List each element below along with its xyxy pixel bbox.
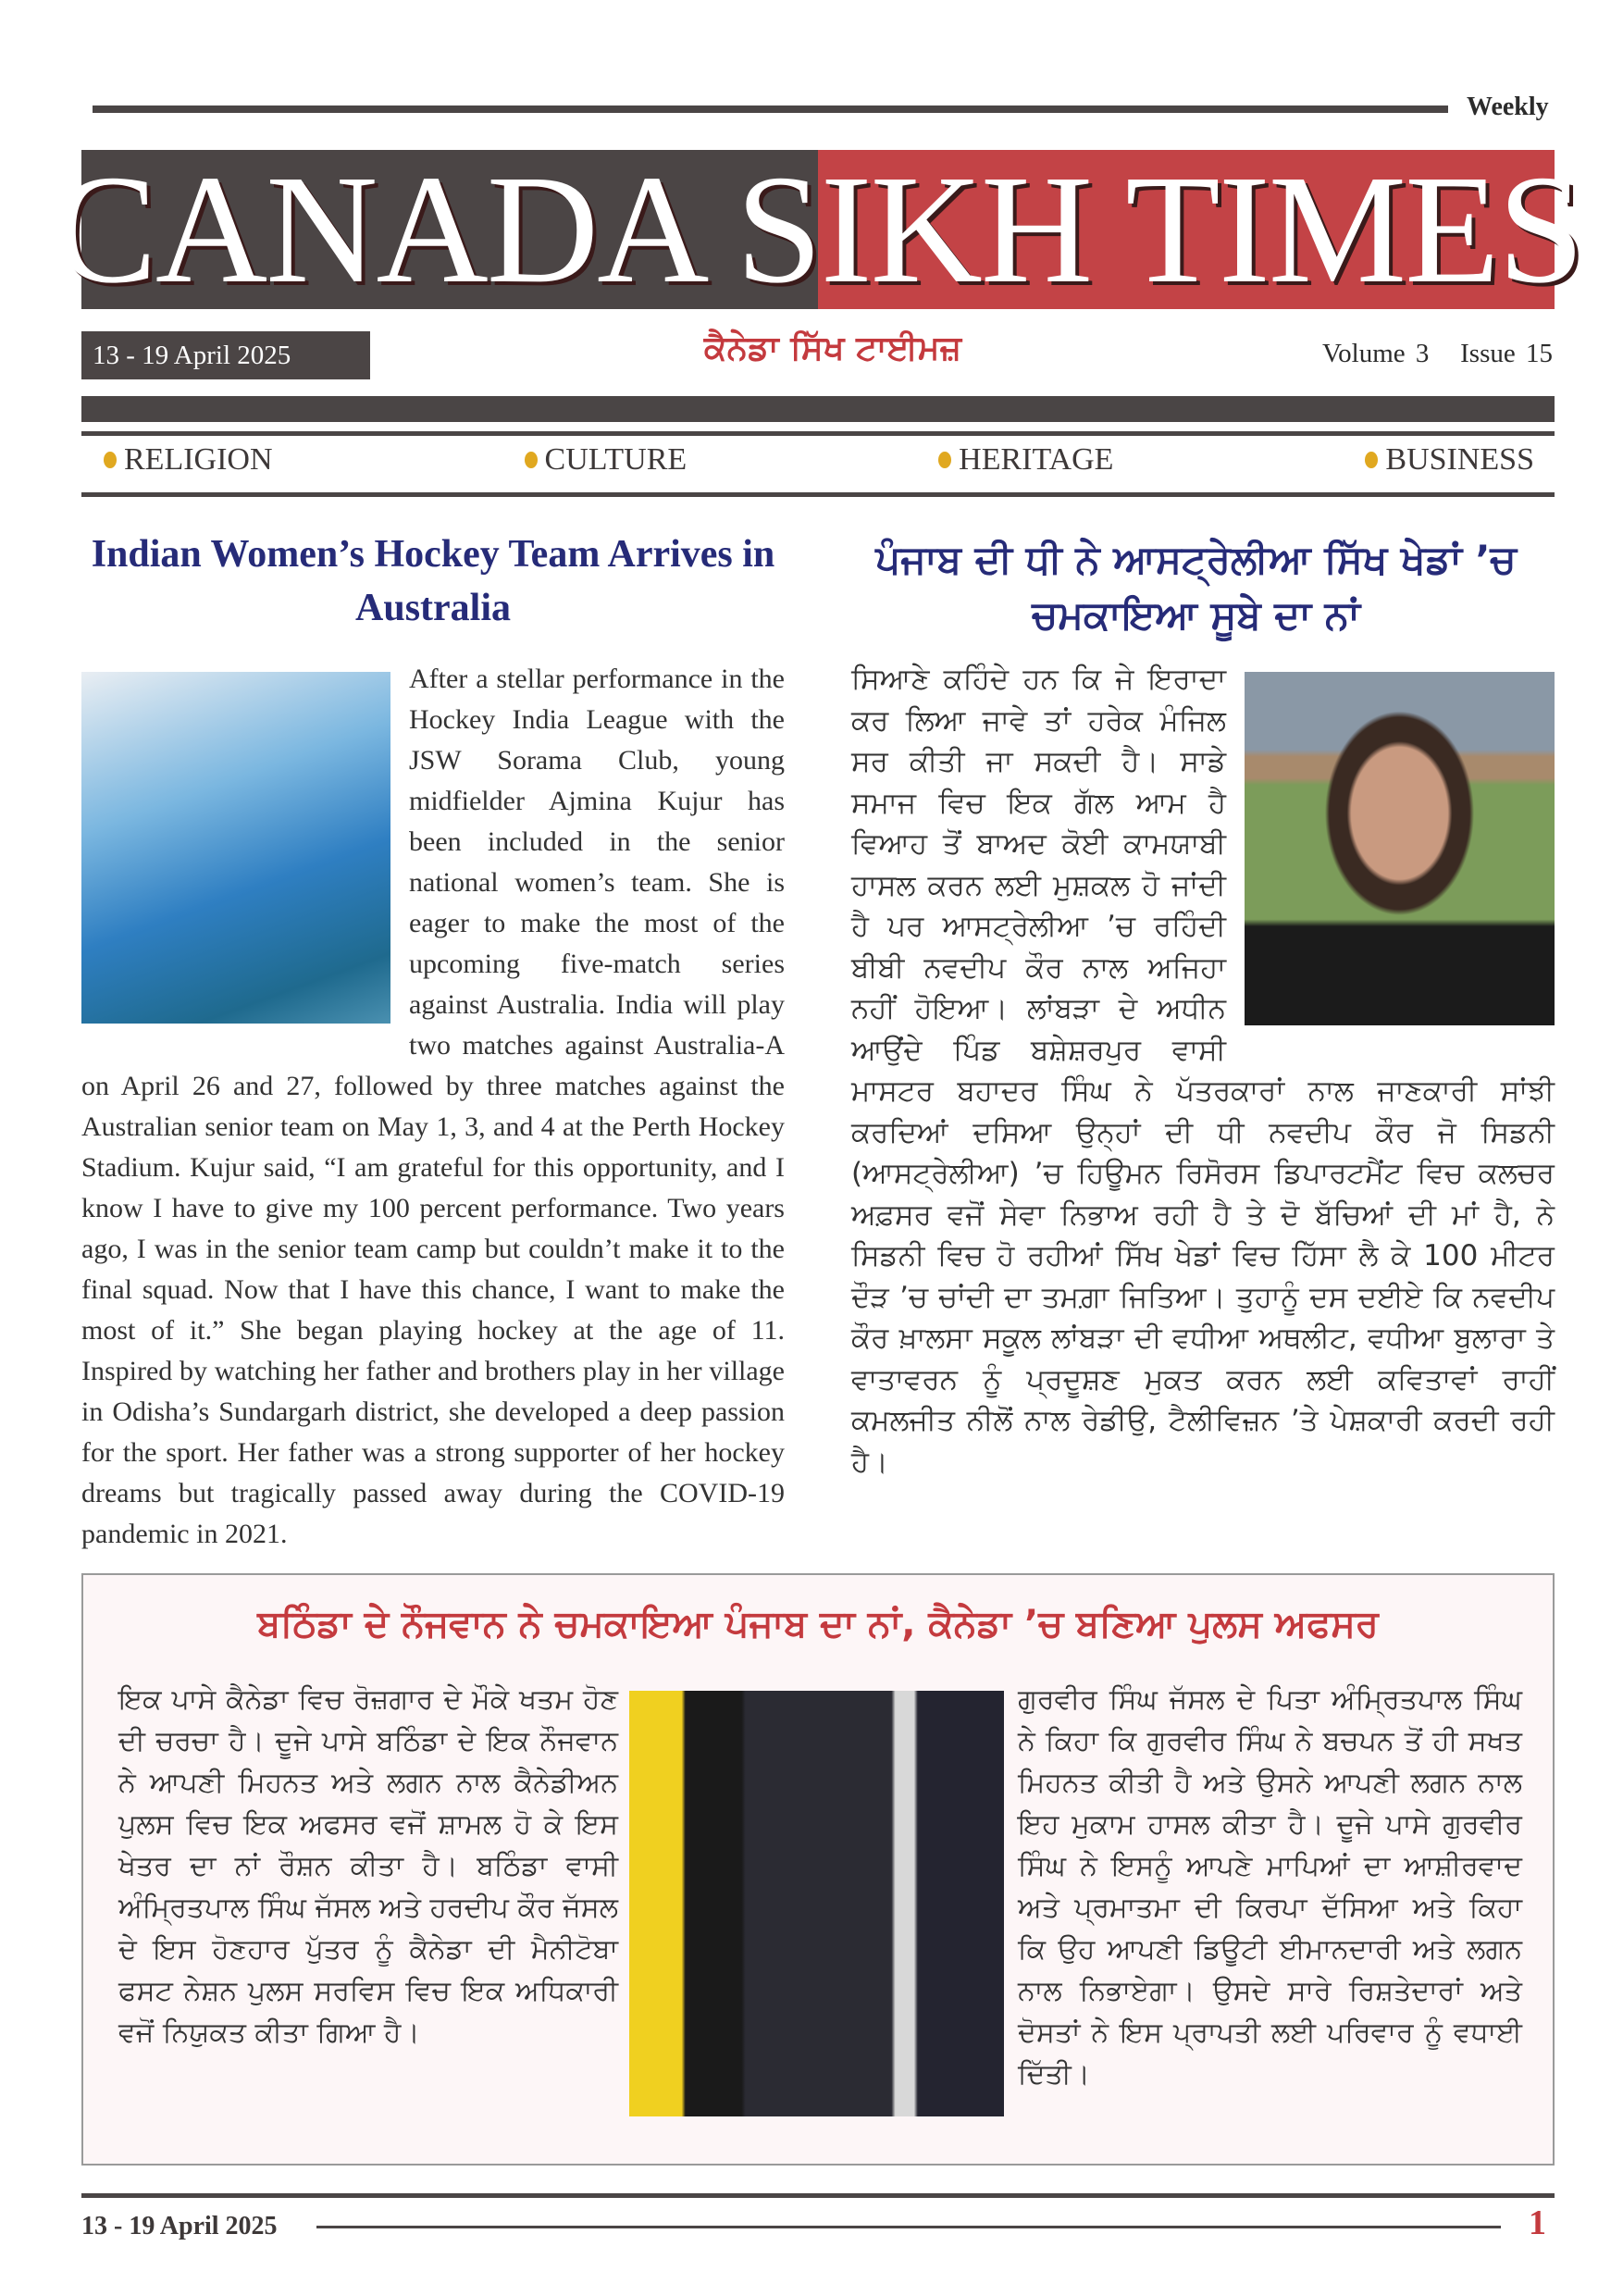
volume-issue bbox=[1322, 339, 1553, 369]
police-officer-photo bbox=[629, 1691, 1004, 2116]
nav-label: BUSINESS bbox=[1385, 442, 1534, 477]
article-body-right: ਗੁਰਵੀਰ ਸਿੰਘ ਜੱਸਲ ਦੇ ਪਿਤਾ ਅੰਮ੍ਰਿਤਪਾਲ ਸਿੰਘ ਨੇ ਕਿਹਾ ਕਿ ਗੁਰਵੀਰ ਸਿੰਘ ਨੇ ਬਚਪਨ ਤੋਂ ਹੀ ਸਖਤ ਮਿਹਨਤ ਕੀਤੀ ਹੈ ਅਤੇ ਉਸਨੇ ਆਪਣੀ ਲਗਨ ਨਾਲ ਇਹ ਮੁਕਾਮ ਹਾਸਲ ਕੀਤਾ ਹੈ। ਦੂਜੇ ਪਾਸੇ ਗੁਰਵੀਰ ਸਿੰਘ ਨੇ ਇਸਨੂੰ ਆਪਣੇ ਮਾਪਿਆਂ ਦਾ ਆਸ਼ੀਰਵਾਦ ਅਤੇ ਪ੍ਰਮਾਤਮਾ ਦੀ ਕਿਰਪਾ ਦੱਸਿਆ ਅਤੇ ਕਿਹਾ ਕਿ ਉਹ ਆਪਣੀ ਡਿਊਟੀ ਈਮਾਨਦਾਰੀ ਅਤੇ ਲਗਨ ਨਾਲ ਨਿਭਾਏਗਾ। ਉਸਦੇ ਸਾਰੇ ਰਿਸ਼ਤੇਦਾਰਾਂ ਅਤੇ ਦੋਸਤਾਂ ਨੇ ਇਸ ਪ੍ਰਾਪਤੀ ਲਈ ਪਰਿਵਾਰ ਨੂੰ ਵਧਾਈ ਦਿੱਤੀ। bbox=[1018, 1683, 1522, 2091]
article-body: After a stellar performance in the Hockey India League with the JSW Sorama Club, young midfielder Ajmina Kujur has been included in the senior national women’s team. She is eager to make the most of the upcoming five-match series against Australia. India will play two matches against Australia-A on April 26 and 27, followed by three matches against the Australian senior team on May 1, 3, and 4 at the Perth Hockey Stadium. Kujur said, “I am grateful for this opportunity, and I know I have to give my 100 percent performance. Two years ago, I was in the senior team camp but couldn’t make it to the final squad. Now that I have this chance, I want to make the most of it.” She began playing hockey at the age of 11. Inspired by watching her father and brothers play in her village in Odisha’s Sundargarh district, she developed a deep passion for the sport. Her father was a strong supporter of her hockey dreams but tragically passed away during the COVID-19 pandemic in 2021. bbox=[81, 664, 785, 1549]
article-body-left: ਇਕ ਪਾਸੇ ਕੈਨੇਡਾ ਵਿਚ ਰੋਜ਼ਗਾਰ ਦੇ ਮੌਕੇ ਖਤਮ ਹੋਣ ਦੀ ਚਰਚਾ ਹੈ। ਦੂਜੇ ਪਾਸੇ ਬਠਿੰਡਾ ਦੇ ਇਕ ਨੌਜਵਾਨ ਨੇ ਆਪਣੀ ਮਿਹਨਤ ਅਤੇ ਲਗਨ ਨਾਲ ਕੈਨੇਡੀਅਨ ਪੁਲਸ ਵਿਚ ਇਕ ਅਫਸਰ ਵਜੋਂ ਸ਼ਾਮਲ ਹੋ ਕੇ ਇਸ ਖੇਤਰ ਦਾ ਨਾਂ ਰੌਸ਼ਨ ਕੀਤਾ ਹੈ। ਬਠਿੰਡਾ ਵਾਸੀ ਅੰਮ੍ਰਿਤਪਾਲ ਸਿੰਘ ਜੱਸਲ ਅਤੇ ਹਰਦੀਪ ਕੌਰ ਜੱਸਲ ਦੇ ਇਸ ਹੋਣਹਾਰ ਪੁੱਤਰ ਨੂੰ ਕੈਨੇਡਾ ਦੀ ਮੈਨੀਟੋਬਾ ਫਸਟ ਨੇਸ਼ਨ ਪੁਲਸ ਸਰਵਿਸ ਵਿਚ ਇਕ ਅਧਿਕਾਰੀ ਵਜੋਂ ਨਿਯੁਕਤ ਕੀਤਾ ਗਿਆ ਹੈ। bbox=[118, 1683, 618, 2049]
hockey-team-photo bbox=[81, 672, 390, 1024]
masthead-title: CANADA SIKH TIMES bbox=[53, 143, 1583, 316]
footer-rule bbox=[81, 2193, 1555, 2198]
footer-date: 13 - 19 April 2025 bbox=[81, 2212, 278, 2240]
headline-navdeep: ਪੰਜਾਬ ਦੀ ਧੀ ਨੇ ਆਸਟ੍ਰੇਲੀਆ ਸਿੱਖ ਖੇਡਾਂ ’ਚ ਚਮਕਾਇਆ ਸੂਬੇ ਦਾ ਨਾਂ bbox=[875, 537, 1517, 638]
top-rule bbox=[93, 105, 1448, 113]
issue: Issue 15 bbox=[1460, 339, 1553, 368]
frequency-label: Weekly bbox=[1467, 93, 1549, 121]
nav-heritage[interactable] bbox=[938, 442, 1113, 478]
bullet-icon bbox=[938, 452, 951, 468]
nav-label: RELIGION bbox=[124, 442, 273, 477]
page-number: 1 bbox=[1529, 2203, 1546, 2242]
divider-bar bbox=[81, 396, 1555, 422]
nav-label: CULTURE bbox=[544, 442, 688, 477]
nav-label: HERITAGE bbox=[959, 442, 1114, 477]
article-navdeep bbox=[851, 659, 1555, 1483]
headline-police-officer: ਬਠਿੰਡਾ ਦੇ ਨੌਜਵਾਨ ਨੇ ਚਮਕਾਇਆ ਪੰਜਾਬ ਦਾ ਨਾਂ, ਕੈਨੇਡਾ ’ਚ ਬਣਿਆ ਪੁਲਸ ਅਫਸਰ bbox=[257, 1603, 1379, 1645]
footer-line bbox=[316, 2226, 1501, 2228]
headline-hockey: Indian Women’s Hockey Team Arrives in Australia bbox=[91, 533, 775, 629]
masthead-banner bbox=[53, 143, 1583, 316]
nav-business[interactable] bbox=[1365, 442, 1534, 478]
issue-date: 13 - 19 April 2025 bbox=[81, 331, 370, 379]
navdeep-kaur-photo bbox=[1245, 672, 1555, 1025]
article-hockey bbox=[81, 659, 785, 1555]
divider-rule bbox=[81, 492, 1555, 497]
nav-religion[interactable] bbox=[104, 442, 273, 478]
article-body: ਸਿਆਣੇ ਕਹਿੰਦੇ ਹਨ ਕਿ ਜੇ ਇਰਾਦਾ ਕਰ ਲਿਆ ਜਾਵੇ ਤਾਂ ਹਰੇਕ ਮੰਜਿਲ ਸਰ ਕੀਤੀ ਜਾ ਸਕਦੀ ਹੈ। ਸਾਡੇ ਸਮਾਜ ਵਿਚ ਇਕ ਗੱਲ ਆਮ ਹੈ ਵਿਆਹ ਤੋਂ ਬਾਅਦ ਕੋਈ ਕਾਮਯਾਬੀ ਹਾਸਲ ਕਰਨ ਲਈ ਮੁਸ਼ਕਲ ਹੋ ਜਾਂਦੀ ਹੈ ਪਰ ਆਸਟ੍ਰੇਲੀਆ ’ਚ ਰਹਿੰਦੀ ਬੀਬੀ ਨਵਦੀਪ ਕੌਰ ਨਾਲ ਅਜਿਹਾ ਨਹੀਂ ਹੋਇਆ। ਲਾਂਬੜਾ ਦੇ ਅਧੀਨ ਆਉਂਦੇ ਪਿੰਡ ਬਸ਼ੇਸ਼ਰਪੁਰ ਵਾਸੀ ਮਾਸਟਰ ਬਹਾਦਰ ਸਿੰਘ ਨੇ ਪੱਤਰਕਾਰਾਂ ਨਾਲ ਜਾਣਕਾਰੀ ਸਾਂਝੀ ਕਰਦਿਆਂ ਦਸਿਆ ਉਨ੍ਹਾਂ ਦੀ ਧੀ ਨਵਦੀਪ ਕੌਰ ਜੋ ਸਿਡਨੀ (ਆਸਟ੍ਰੇਲੀਆ) ’ਚ ਹਿਊਮਨ ਰਿਸੋਰਸ ਡਿਪਾਰਟਮੈਂਟ ਵਿਚ ਕਲਚਰ ਅਫ਼ਸਰ ਵਜੋਂ ਸੇਵਾ ਨਿਭਾਅ ਰਹੀ ਹੈ ਤੇ ਦੋ ਬੱਚਿਆਂ ਦੀ ਮਾਂ ਹੈ, ਨੇ ਸਿਡਨੀ ਵਿਚ ਹੋ ਰਹੀਆਂ ਸਿੱਖ ਖੇਡਾਂ ਵਿਚ ਹਿੱਸਾ ਲੈ ਕੇ 100 ਮੀਟਰ ਦੌੜ ’ਚ ਚਾਂਦੀ ਦਾ ਤਮਗ਼ਾ ਜਿਤਿਆ। ਤੁਹਾਨੂੰ ਦਸ ਦਈਏ ਕਿ ਨਵਦੀਪ ਕੌਰ ਖ਼ਾਲਸਾ ਸਕੂਲ ਲਾਂਬੜਾ ਦੀ ਵਧੀਆ ਅਥਲੀਟ, ਵਧੀਆ ਬੁਲਾਰਾ ਤੇ ਵਾਤਾਵਰਨ ਨੂੰ ਪ੍ਰਦੂਸ਼ਣ ਮੁਕਤ ਕਰਨ ਲਈ ਕਵਿਤਾਵਾਂ ਰਾਹੀਂ ਕਮਲਜੀਤ ਨੀਲੋਂ ਨਾਲ ਰੇਡੀਉ, ਟੈਲੀਵਿਜ਼ਨ ’ਤੇ ਪੇਸ਼ਕਾਰੀ ਕਰਦੀ ਰਹੀ ਹੈ। bbox=[851, 663, 1555, 1479]
nav-culture[interactable] bbox=[525, 442, 688, 478]
volume: Volume 3 bbox=[1321, 339, 1430, 368]
section-nav bbox=[81, 442, 1555, 478]
bullet-icon bbox=[525, 452, 538, 468]
masthead-title-punjabi: ਕੈਨੇਡਾ ਸਿੱਖ ਟਾਈਮਜ਼ bbox=[703, 329, 962, 367]
bullet-icon bbox=[1365, 452, 1378, 468]
article-police-officer bbox=[81, 1573, 1555, 2166]
divider-rule bbox=[81, 431, 1555, 436]
bullet-icon bbox=[104, 452, 117, 468]
